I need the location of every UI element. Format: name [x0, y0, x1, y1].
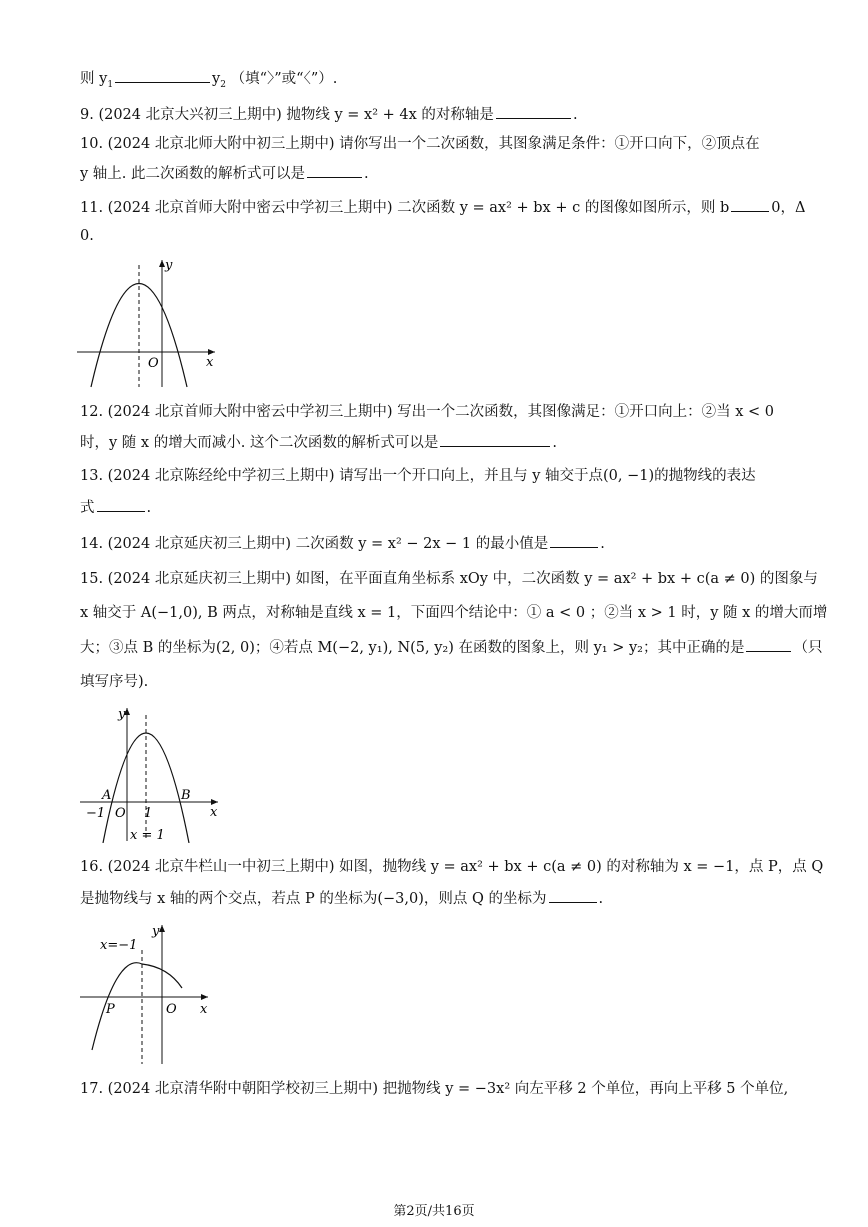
q14-answer-blank	[550, 533, 598, 548]
q14-source: (2024 北京延庆初三上期中)	[107, 536, 291, 552]
q10-end: .	[364, 166, 369, 182]
q15-source: (2024 北京延庆初三上期中)	[107, 571, 291, 587]
q15-answer-blank	[746, 637, 791, 652]
q15-text-4: 填写序号).	[80, 674, 149, 690]
q10-source: (2024 北京北师大附中初三上期中)	[107, 136, 335, 152]
q13-text-1: 请写出一个开口向上，并且与 y 轴交于点(0, −1)的抛物线的表达	[339, 468, 756, 484]
q9-answer-blank	[496, 104, 571, 119]
q9-end: .	[572, 107, 578, 123]
q12-end: .	[552, 435, 558, 451]
q15-number: 15.	[80, 571, 104, 587]
q16-x-label: x	[200, 1002, 208, 1017]
q15-minus-one-label: −1	[86, 806, 106, 821]
q16-y-label: y	[152, 924, 160, 939]
q11-x-label: x	[206, 355, 214, 370]
q16-figure	[78, 922, 228, 1067]
q8-y2: y	[212, 71, 221, 87]
q8-y1: 则 y	[80, 71, 108, 87]
q15-text-3b: （只	[793, 640, 823, 656]
q14-number: 14.	[80, 536, 104, 552]
q15-text-2: x 轴交于 A(−1,0), B 两点，对称轴是直线 x = 1，下面四个结论中：① a < 0 ；②当 x > 1 时，y 随 x 的增大而增	[80, 605, 828, 621]
q11-text-2: 0.	[80, 228, 94, 244]
q12-line1	[80, 402, 808, 422]
q14-text: 二次函数 y = x² − 2x − 1 的最小值是	[295, 536, 549, 552]
q11-origin-label: O	[148, 356, 159, 371]
q15-text-1: 如图，在平面直角坐标系 xOy 中，二次函数 y = ax² + bx + c(a ≠ 0) 的图象与	[295, 571, 818, 587]
q11-y-label: y	[165, 258, 173, 273]
q15-point-a-label: A	[102, 788, 112, 803]
q16-number: 16.	[80, 859, 104, 875]
q8-instruction: （填“〉”或“〈”）.	[230, 71, 338, 87]
q9-text: 抛物线 y = x² + 4x 的对称轴是	[286, 107, 494, 123]
q11-number: 11.	[80, 200, 104, 216]
page-footer: 第2页/共16页	[393, 1204, 475, 1219]
q8-answer-blank	[115, 68, 210, 83]
q13-answer-blank	[97, 497, 145, 512]
q15-line2	[80, 603, 828, 623]
q11-line2	[80, 226, 808, 246]
q14	[80, 533, 808, 554]
q8-sub1: 1	[107, 79, 114, 90]
q8-sub2: 2	[220, 79, 226, 90]
q12-text-2: 时，y 随 x 的增大而减小. 这个二次函数的解析式可以是	[80, 435, 439, 451]
q16-text-2: 是抛物线与 x 轴的两个交点，若点 P 的坐标为(−3,0)，则点 Q 的坐标为	[80, 891, 547, 907]
q11-figure	[75, 255, 225, 390]
q15-point-b-label: B	[181, 788, 191, 803]
q15-line1	[80, 569, 818, 589]
q17-text: 把抛物线 y = −3x² 向左平移 2 个单位，再向上平移 5 个单位,	[382, 1081, 789, 1097]
q15-figure	[78, 703, 228, 843]
q15-text-3: 大；③点 B 的坐标为(2, 0)；④若点 M(−2, y₁), N(5, y₂) 在函数的图象上，则 y₁ > y₂；其中正确的是	[80, 640, 745, 656]
q13-source: (2024 北京陈经纶中学初三上期中)	[107, 468, 335, 484]
q11-text-1b: 0，Δ	[771, 200, 806, 216]
q11-line1	[80, 197, 808, 218]
q10-answer-blank	[307, 163, 362, 178]
q9-number: 9.	[80, 107, 94, 123]
q16-line2	[80, 888, 808, 909]
q10-number: 10.	[80, 136, 104, 152]
q16-answer-blank	[549, 888, 597, 903]
q15-x-label: x	[210, 805, 218, 820]
q11-source: (2024 北京首师大附中密云中学初三上期中)	[107, 200, 393, 216]
q15-origin-label: O	[115, 806, 126, 821]
q12-answer-blank	[440, 432, 550, 447]
q16-axis-label: x=−1	[100, 938, 138, 953]
q15-line4	[80, 672, 808, 692]
q15-axis-label: x = 1	[130, 828, 165, 843]
q13-line1	[80, 466, 808, 486]
q11-answer-blank-b	[731, 197, 769, 212]
q16-x-arrow	[201, 994, 208, 1000]
q10-line2	[80, 163, 808, 184]
q16-point-p-label: P	[106, 1002, 115, 1017]
q10-text-1: 请你写出一个二次函数，其图象满足条件：①开口向下，②顶点在	[339, 136, 760, 152]
q16-y-arrow	[159, 925, 165, 932]
q15-y-label: y	[118, 707, 126, 722]
q13-line2	[80, 497, 808, 518]
q12-number: 12.	[80, 404, 104, 420]
q13-number: 13.	[80, 468, 104, 484]
q15-one-label: 1	[144, 806, 153, 821]
q12-line2	[80, 432, 808, 453]
q8-tail-line	[80, 68, 808, 95]
q10-text-2: y 轴上. 此二次函数的解析式可以是	[80, 166, 306, 182]
q12-text-1: 写出一个二次函数，其图像满足：①开口向上：②当 x < 0	[397, 404, 774, 420]
q12-source: (2024 北京首师大附中密云中学初三上期中)	[107, 404, 393, 420]
q14-end: .	[600, 536, 605, 552]
q17-number: 17.	[80, 1081, 104, 1097]
q10-line1	[80, 134, 808, 154]
q16-line1	[80, 857, 824, 877]
q16-origin-label: O	[166, 1002, 177, 1017]
q16-end: .	[598, 891, 604, 907]
q9	[80, 104, 808, 125]
q17	[80, 1079, 808, 1099]
q15-line3	[80, 637, 823, 658]
q9-source: (2024 北京大兴初三上期中)	[98, 107, 282, 123]
q13-text-2: 式	[80, 500, 95, 516]
q16-source: (2024 北京牛栏山一中初三上期中)	[107, 859, 335, 875]
q11-text-1: 二次函数 y = ax² + bx + c 的图像如图所示，则 b	[397, 200, 730, 216]
q13-end: .	[146, 500, 152, 516]
q16-text-1: 如图，抛物线 y = ax² + bx + c(a ≠ 0) 的对称轴为 x = −1，点 P，点 Q	[339, 859, 824, 875]
q17-source: (2024 北京清华附中朝阳学校初三上期中)	[107, 1081, 378, 1097]
